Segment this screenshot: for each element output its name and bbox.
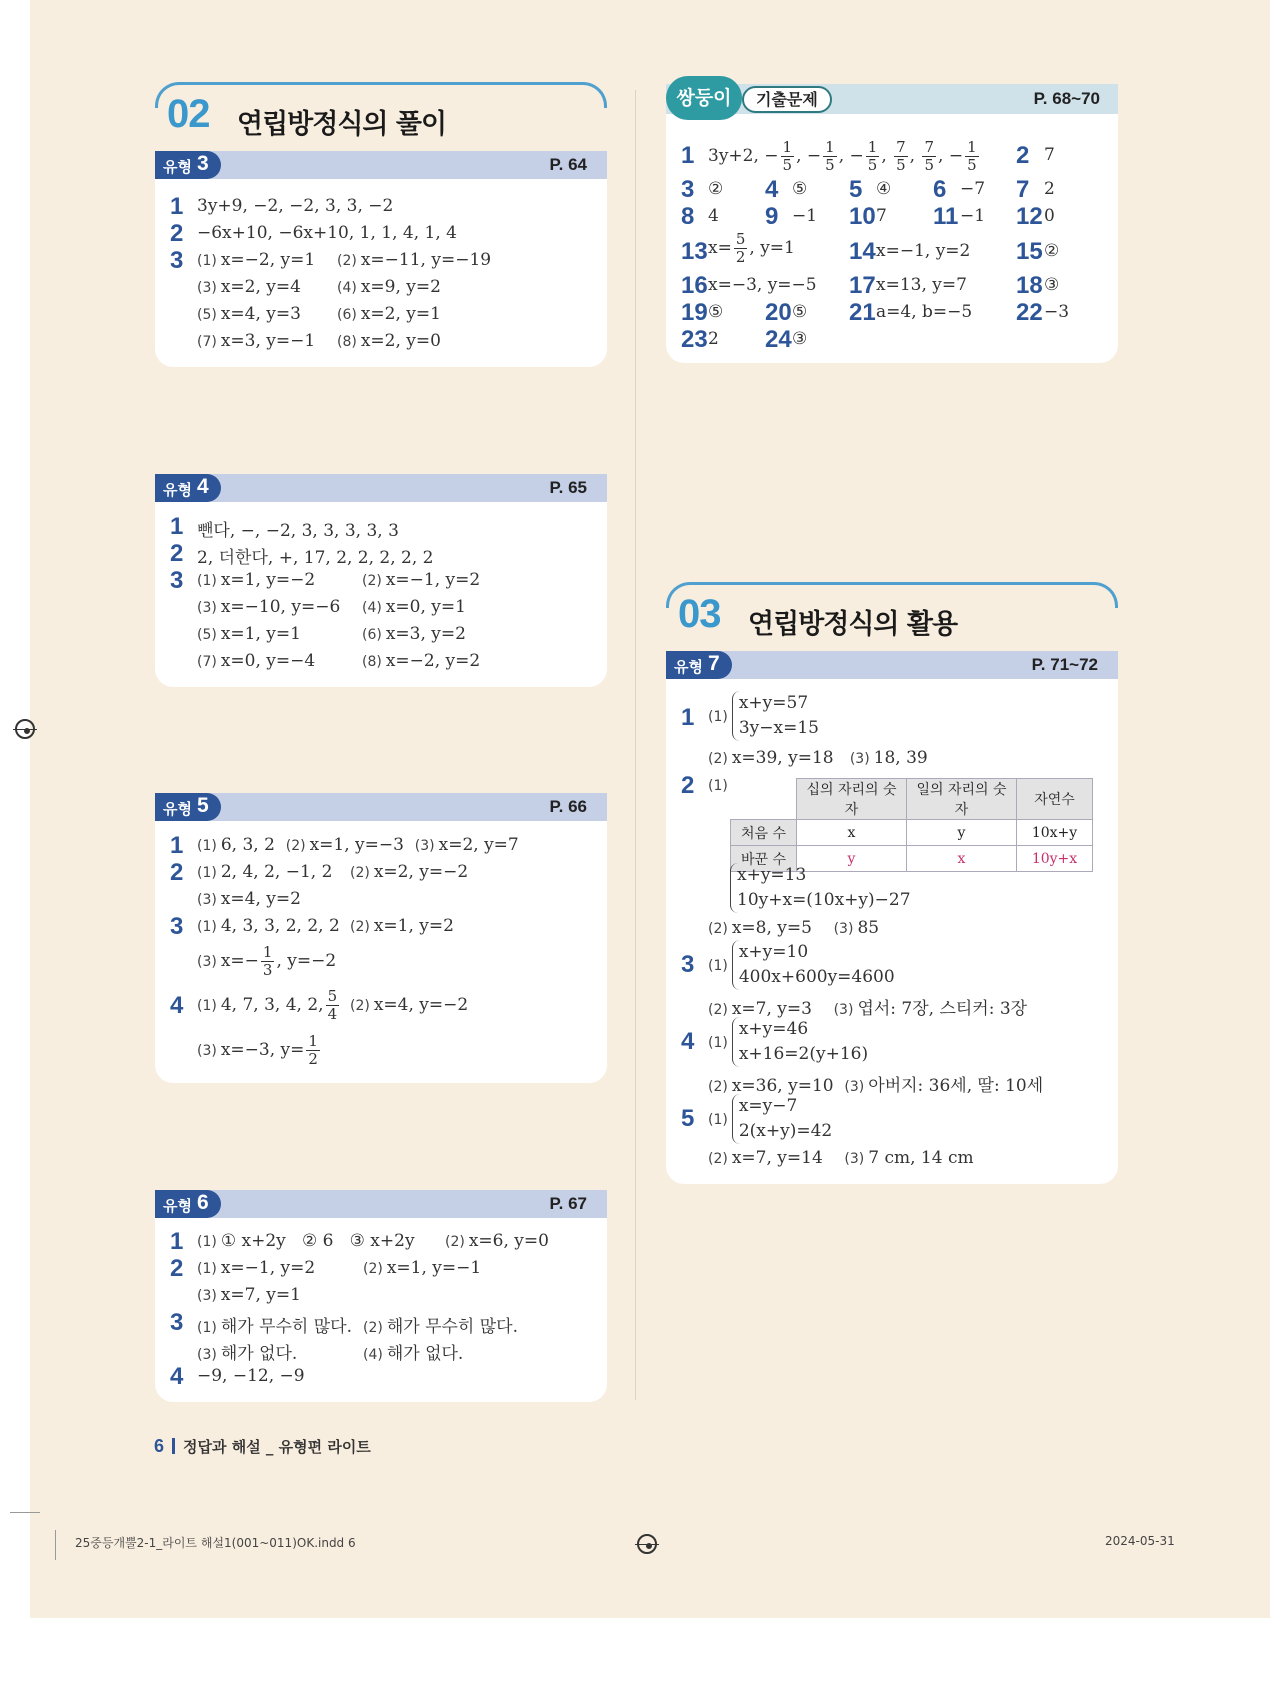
page-ref: P. 71~72 (1031, 655, 1098, 674)
type-3-card (155, 151, 607, 367)
type-badge: 유형 5 (155, 793, 221, 821)
type-5-card (155, 793, 607, 1083)
answer-row: x+y=13 10y+x=(10x+y)−27 (730, 863, 911, 913)
answer-row: (8) x=−2, y=2 (362, 651, 481, 671)
page-ref: P. 65 (549, 478, 587, 497)
answer-row: (2) x=1, y=2 (350, 916, 454, 936)
answer-row: (1)x+y=46 x+16=2(y+16) (708, 1017, 868, 1067)
answer-row: (3) x=7, y=1 (197, 1285, 301, 1305)
registration-mark-icon (15, 719, 35, 739)
answer-row: (2) x=7, y=14 (3) 7 cm, 14 cm (708, 1148, 974, 1168)
section-title: 연립방정식의 활용 (748, 609, 958, 640)
answer-row: (1) x=−2, y=1 (197, 250, 316, 270)
answer-row: 뺀다, −, −2, 3, 3, 3, 3, 3 (197, 521, 399, 541)
question-number: 1 (170, 1228, 184, 1255)
answer-row: (1)x+y=10 400x+600y=4600 (708, 940, 895, 990)
answer-row: (1)x+y=57 3y−x=15 (708, 691, 819, 741)
crop-mark (10, 1512, 40, 1513)
answer-row: (2) 해가 무수히 많다. (363, 1317, 519, 1337)
answer-row: (2) x=8, y=5 (3) 85 (708, 918, 880, 938)
question-number: 2 (170, 220, 184, 247)
page-footer (154, 1436, 371, 1457)
question-number: 2 (170, 859, 184, 886)
page-ref: P. 67 (549, 1194, 587, 1213)
answer-row: (8) x=2, y=0 (337, 331, 441, 351)
answer-row: (2) x=36, y=10 (3) 아버지: 36세, 딸: 10세 (708, 1076, 1044, 1096)
answer-row: (2) x=2, y=−2 (350, 862, 469, 882)
answer-row: (5) x=1, y=1 (197, 624, 301, 644)
answer-row: 3y+9, −2, −2, 3, 3, −2 (197, 196, 394, 216)
answer-row: (2) x=4, y=−2 (350, 995, 469, 1015)
question-number: 5 (681, 1105, 695, 1132)
slug-date: 2024-05-31 (1105, 1534, 1175, 1548)
answer-row: (3) 해가 없다. (197, 1344, 298, 1364)
type-7-card (666, 651, 1118, 1184)
answer-row: (2) x=−11, y=−19 (337, 250, 492, 270)
slug-area (0, 1618, 1270, 1683)
type-4-card (155, 474, 607, 687)
slug-filename: 25중등개뿔2-1_라이트 해설1(001~011)OK.indd 6 (75, 1536, 356, 1550)
footer-title: 정답과 해설 _ 유형편 라이트 (183, 1438, 371, 1456)
page-ref: P. 64 (549, 155, 587, 174)
answer-row: (1) 4, 3, 3, 2, 2, 2 (197, 916, 340, 936)
question-number: 1 (170, 193, 184, 220)
answer-row: (4) x=0, y=1 (362, 597, 466, 617)
answer-row: (1) 6, 3, 2 (2) x=1, y=−3 (3) x=2, y=7 (197, 835, 519, 855)
digit-table: 십의 자리의 숫자 일의 자리의 숫자 자연수 처음 수 x y 10x+y 바꾼 수 y x 10y+x (730, 778, 1093, 872)
section-03-header (666, 582, 1118, 642)
question-number: 3 (170, 913, 184, 940)
twin-logo: 쌍둥이 (666, 76, 742, 120)
type-badge: 유형 4 (155, 474, 221, 502)
page-number: 6 (154, 1436, 165, 1456)
type-badge: 유형 6 (155, 1190, 221, 1218)
twin-problems-header (666, 84, 1118, 114)
answer-row: (1) x=−1, y=2 (197, 1258, 316, 1278)
question-number: 4 (170, 992, 184, 1019)
type-6-card (155, 1190, 607, 1402)
answer-row: (2) x=7, y=3 (3) 엽서: 7장, 스티커: 3장 (708, 999, 1028, 1019)
answer-row: (7) x=3, y=−1 (197, 331, 316, 351)
answer-row: (4) 해가 없다. (363, 1344, 464, 1364)
answer-row: (1) (708, 778, 728, 794)
question-number: 4 (170, 1363, 184, 1390)
answer-row: (1) x=1, y=−2 (197, 570, 316, 590)
answer-row: (3) x=2, y=4 (197, 277, 301, 297)
answer-row: (6) x=3, y=2 (362, 624, 466, 644)
page-ref: P. 66 (549, 797, 587, 816)
answer-row: (2) x=39, y=18 (3) 18, 39 (708, 748, 928, 768)
column-divider (635, 90, 636, 1400)
answer-row: (3) x=4, y=2 (197, 889, 301, 909)
answer-row: 2, 더한다, +, 17, 2, 2, 2, 2, 2 (197, 548, 434, 568)
section-number: 03 (678, 592, 721, 636)
question-number: 4 (681, 1028, 695, 1055)
question-number: 1 (170, 513, 184, 540)
type-badge: 유형 7 (666, 651, 732, 679)
section-title: 연립방정식의 풀이 (237, 109, 447, 140)
answer-row: (2) x=6, y=0 (445, 1231, 549, 1251)
section-number: 02 (167, 92, 210, 136)
question-number: 2 (170, 540, 184, 567)
section-02-header (155, 82, 607, 142)
crop-mark (55, 1530, 56, 1560)
question-number: 3 (170, 1309, 184, 1336)
question-number: 3 (170, 567, 184, 594)
twin-title: 기출문제 (742, 86, 832, 113)
twin-answers: 1 3y+2, − $\frac{1}{5}$ , − $\frac{1}{5}$ , − $\frac{1}{5}$ , $\frac{7}{5}$ , $\frac{7}{5}$ , − $\frac{1}{5}$ 2 7 3 ② 4 ⑤ 5 ④ 6 −7 7 2 8 4 9 −1 10 7 11 −1 12 0 13 x= $\frac{5}{2}$ , y=1 14 x=−1, y=2 15 ② 16 x=−3, y=−5 17 x=13, y=7 18 ③ 19 ⑤ 20 ⑤ 21 a=4, b=−5 22 −3 23 2 24 ③ (681, 138, 1070, 353)
answer-row: (1)x=y−7 2(x+y)=42 (708, 1094, 832, 1144)
answer-row: (1) 4, 7, 3, 4, 2, $\frac{5}{4}$ (197, 987, 338, 1023)
answer-row: (3) x=− $\frac{1}{3}$ , y=−2 (197, 943, 337, 979)
type-badge: 유형 3 (155, 151, 221, 179)
answer-row: (2) x=−1, y=2 (362, 570, 481, 590)
answer-row: (2) x=1, y=−1 (363, 1258, 482, 1278)
answer-row: (4) x=9, y=2 (337, 277, 441, 297)
answer-row: −9, −12, −9 (197, 1366, 305, 1386)
answer-row: (6) x=2, y=1 (337, 304, 441, 324)
page-ref: P. 68~70 (1033, 89, 1100, 108)
question-number: 1 (681, 704, 695, 731)
answer-row: (1) ① x+2y ② 6 ③ x+2y (197, 1231, 415, 1251)
question-number: 3 (170, 247, 184, 274)
question-number: 2 (681, 772, 695, 799)
answer-row: (3) x=−10, y=−6 (197, 597, 341, 617)
answer-row: (7) x=0, y=−4 (197, 651, 316, 671)
question-number: 2 (170, 1255, 184, 1282)
question-number: 3 (681, 951, 695, 978)
answer-row: (1) 2, 4, 2, −1, 2 (197, 862, 333, 882)
answer-row: (3) x=−3, y= $\frac{1}{2}$ (197, 1032, 318, 1068)
answer-row: (1) 해가 무수히 많다. (197, 1317, 353, 1337)
answer-row: −6x+10, −6x+10, 1, 1, 4, 1, 4 (197, 223, 457, 243)
question-number: 1 (170, 832, 184, 859)
registration-mark-icon (637, 1534, 657, 1554)
answer-row: (5) x=4, y=3 (197, 304, 301, 324)
